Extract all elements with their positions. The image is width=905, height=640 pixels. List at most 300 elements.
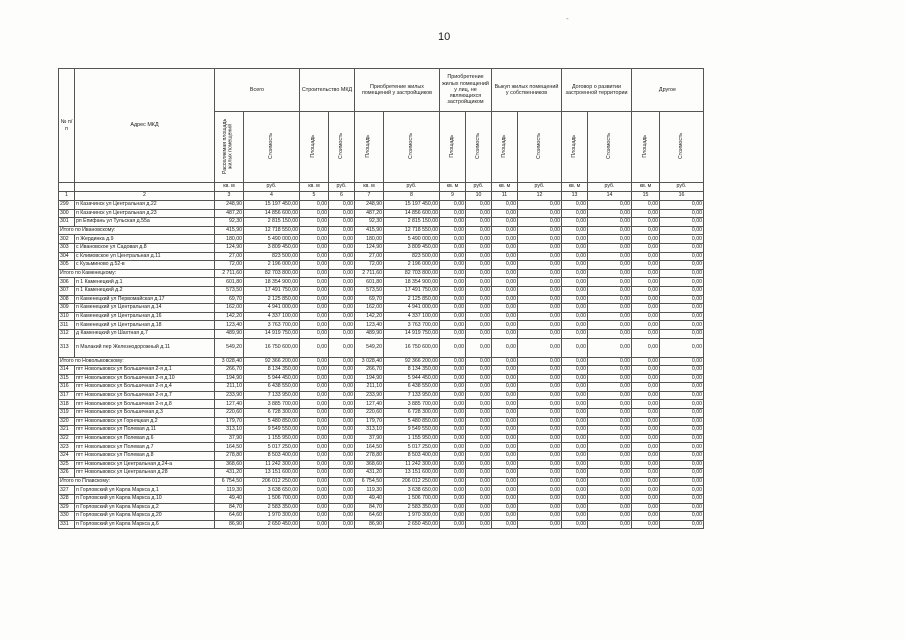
value-cell: 0,00 (466, 261, 492, 270)
row-number: 326 (59, 469, 75, 478)
value-cell: 0,00 (562, 286, 588, 295)
value-cell: 0,00 (562, 452, 588, 461)
table-row (59, 452, 704, 461)
value-cell: 0,00 (440, 321, 466, 330)
value-cell: 0,00 (440, 486, 466, 495)
header-group-territory: Договор о развитии застроенной территории (562, 69, 632, 112)
value-cell: 37,90 (215, 434, 244, 443)
value-cell: 0,00 (588, 426, 632, 435)
value-cell: 179,70 (355, 417, 384, 426)
value-cell: 8 503 400,00 (244, 452, 300, 461)
value-cell: 0,00 (329, 235, 355, 244)
value-cell: 9 549 550,00 (244, 426, 300, 435)
value-cell: 0,00 (632, 434, 660, 443)
column-number-cell: 2 (75, 192, 215, 201)
value-cell: 4 941 000,00 (384, 304, 440, 313)
header-row-units (59, 183, 704, 192)
address-cell: с Кузьминово д.52-в (75, 261, 215, 270)
value-cell: 0,00 (588, 469, 632, 478)
header-sub-label: Площадь (448, 134, 455, 158)
table-row (59, 383, 704, 392)
value-cell: 0,00 (518, 452, 562, 461)
header-sub-label: Площадь (500, 134, 507, 158)
value-cell: 487,20 (215, 209, 244, 218)
row-number: 311 (59, 321, 75, 330)
value-cell: 0,00 (562, 252, 588, 261)
value-cell: 0,00 (562, 201, 588, 210)
value-cell: 0,00 (329, 391, 355, 400)
header-group-other: Другое (632, 69, 704, 112)
value-cell: 0,00 (492, 460, 518, 469)
value-cell: 0,00 (329, 503, 355, 512)
value-cell: 0,00 (562, 460, 588, 469)
value-cell: 0,00 (518, 409, 562, 418)
value-cell: 0,00 (518, 329, 562, 338)
value-cell: 266,70 (215, 366, 244, 375)
value-cell: 16 750 600,00 (244, 338, 300, 357)
row-number: 303 (59, 243, 75, 252)
value-cell: 0,00 (300, 460, 329, 469)
header-sub-15 (632, 112, 660, 183)
value-cell: 0,00 (588, 286, 632, 295)
value-cell: 124,90 (215, 243, 244, 252)
value-cell: 0,00 (660, 495, 704, 504)
value-cell: 233,90 (215, 391, 244, 400)
table-row (59, 286, 704, 295)
value-cell: 0,00 (588, 477, 632, 486)
header-sub-label: Стоимость (407, 132, 414, 159)
value-cell: 0,00 (329, 278, 355, 287)
value-cell: 5 017 250,00 (384, 443, 440, 452)
unit-cell: руб. (588, 183, 632, 192)
value-cell: 0,00 (300, 243, 329, 252)
value-cell: 13 151 600,00 (244, 469, 300, 478)
value-cell: 0,00 (492, 383, 518, 392)
value-cell: 0,00 (492, 512, 518, 521)
address-cell: пгт Новольвовск ул Полевая д.7 (75, 443, 215, 452)
value-cell: 0,00 (632, 329, 660, 338)
header-group-non-developers: Приобретение жилых помещений у лиц, не являющихся застройщиком (440, 69, 492, 112)
value-cell: 0,00 (632, 278, 660, 287)
subtotal-row (59, 226, 704, 235)
value-cell: 1 506 700,00 (244, 495, 300, 504)
value-cell: 123,40 (215, 321, 244, 330)
subtotal-row (59, 477, 704, 486)
value-cell: 0,00 (518, 503, 562, 512)
value-cell: 0,00 (518, 252, 562, 261)
value-cell: 0,00 (562, 383, 588, 392)
value-cell: 0,00 (329, 383, 355, 392)
value-cell: 0,00 (632, 235, 660, 244)
value-cell: 0,00 (329, 218, 355, 227)
row-number: 307 (59, 286, 75, 295)
value-cell: 0,00 (329, 338, 355, 357)
value-cell: 368,60 (215, 460, 244, 469)
header-group-developers: Приобретение жилых помещений у застройщиков (355, 69, 440, 112)
value-cell: 92,30 (355, 218, 384, 227)
value-cell: 278,80 (355, 452, 384, 461)
row-number: 308 (59, 295, 75, 304)
value-cell: 82 703 800,00 (384, 269, 440, 278)
value-cell: 15 197 450,00 (384, 201, 440, 210)
value-cell: 0,00 (588, 312, 632, 321)
value-cell: 0,00 (518, 391, 562, 400)
value-cell: 0,00 (518, 338, 562, 357)
value-cell: 0,00 (632, 486, 660, 495)
value-cell: 266,70 (355, 366, 384, 375)
value-cell: 0,00 (632, 218, 660, 227)
value-cell: 0,00 (492, 357, 518, 366)
value-cell: 14 919 750,00 (244, 329, 300, 338)
value-cell: 0,00 (632, 209, 660, 218)
value-cell: 0,00 (518, 443, 562, 452)
header-sub-12 (518, 112, 562, 183)
value-cell: 0,00 (632, 338, 660, 357)
value-cell: 86,90 (355, 520, 384, 529)
value-cell: 0,00 (492, 295, 518, 304)
value-cell: 0,00 (588, 321, 632, 330)
value-cell: 0,00 (588, 243, 632, 252)
value-cell: 0,00 (466, 338, 492, 357)
value-cell: 0,00 (660, 243, 704, 252)
value-cell: 0,00 (492, 443, 518, 452)
value-cell: 12 718 550,00 (244, 226, 300, 235)
value-cell: 2 583 350,00 (244, 503, 300, 512)
value-cell: 2 650 450,00 (244, 520, 300, 529)
value-cell: 0,00 (329, 243, 355, 252)
header-sub-label: Стоимость (605, 132, 612, 159)
row-number: 318 (59, 400, 75, 409)
value-cell: 72,00 (215, 261, 244, 270)
value-cell: 1 970 300,00 (244, 512, 300, 521)
value-cell: 0,00 (329, 400, 355, 409)
table-row (59, 426, 704, 435)
value-cell: 72,00 (355, 261, 384, 270)
address-cell: п 1 Каменецкий д.1 (75, 278, 215, 287)
value-cell: 0,00 (562, 495, 588, 504)
value-cell: 0,00 (440, 261, 466, 270)
value-cell: 0,00 (660, 477, 704, 486)
header-row-groups (59, 69, 704, 112)
value-cell: 0,00 (518, 243, 562, 252)
value-cell: 0,00 (300, 503, 329, 512)
value-cell: 0,00 (466, 295, 492, 304)
address-cell: пгт Новольвовск ул Большичная 2-я д.1 (75, 366, 215, 375)
row-number: 309 (59, 304, 75, 313)
header-sub-5 (300, 112, 329, 183)
value-cell: 15 197 450,00 (244, 201, 300, 210)
row-number: 324 (59, 452, 75, 461)
value-cell: 0,00 (492, 495, 518, 504)
value-cell: 0,00 (492, 201, 518, 210)
address-cell: пгт Новольвовск ул Полевая д.6 (75, 434, 215, 443)
value-cell: 0,00 (562, 409, 588, 418)
value-cell: 14 919 750,00 (384, 329, 440, 338)
column-number-cell: 13 (562, 192, 588, 201)
value-cell: 0,00 (466, 391, 492, 400)
value-cell: 0,00 (466, 312, 492, 321)
value-cell: 0,00 (300, 252, 329, 261)
value-cell: 7 133 950,00 (244, 391, 300, 400)
value-cell: 0,00 (300, 366, 329, 375)
value-cell: 6 728 300,00 (244, 409, 300, 418)
column-number-cell: 1 (59, 192, 75, 201)
value-cell: 0,00 (440, 443, 466, 452)
value-cell: 0,00 (660, 520, 704, 529)
row-number: 304 (59, 252, 75, 261)
value-cell: 5 480 850,00 (244, 417, 300, 426)
value-cell: 0,00 (440, 278, 466, 287)
header-sub-8 (384, 112, 440, 183)
header-sub-16 (660, 112, 704, 183)
unit-cell: кв. м (632, 183, 660, 192)
value-cell: 0,00 (466, 278, 492, 287)
value-cell: 0,00 (562, 312, 588, 321)
value-cell: 2 711,60 (215, 269, 244, 278)
value-cell: 0,00 (518, 366, 562, 375)
value-cell: 0,00 (466, 512, 492, 521)
value-cell: 0,00 (588, 503, 632, 512)
address-cell: пгт Новольвовск ул Центральная д.28 (75, 469, 215, 478)
value-cell: 489,90 (355, 329, 384, 338)
subtotal-label: Итого по Плавскому: (59, 477, 215, 486)
value-cell: 0,00 (300, 409, 329, 418)
value-cell: 489,90 (215, 329, 244, 338)
value-cell: 142,20 (215, 312, 244, 321)
value-cell: 0,00 (300, 201, 329, 210)
value-cell: 0,00 (588, 460, 632, 469)
value-cell: 0,00 (492, 329, 518, 338)
value-cell: 0,00 (588, 295, 632, 304)
address-cell: п Жердинка д.9 (75, 235, 215, 244)
value-cell: 0,00 (562, 295, 588, 304)
header-group-construction: Строительство МКД (300, 69, 355, 112)
value-cell: 0,00 (329, 295, 355, 304)
value-cell: 0,00 (466, 452, 492, 461)
value-cell: 0,00 (562, 218, 588, 227)
value-cell: 0,00 (588, 201, 632, 210)
value-cell: 0,00 (466, 201, 492, 210)
value-cell: 0,00 (518, 374, 562, 383)
value-cell: 0,00 (300, 443, 329, 452)
value-cell: 0,00 (329, 460, 355, 469)
value-cell: 0,00 (300, 469, 329, 478)
value-cell: 0,00 (518, 417, 562, 426)
value-cell: 0,00 (300, 261, 329, 270)
value-cell: 0,00 (440, 201, 466, 210)
row-number: 329 (59, 503, 75, 512)
value-cell: 0,00 (632, 261, 660, 270)
value-cell: 0,00 (660, 286, 704, 295)
value-cell: 5 490 000,00 (244, 235, 300, 244)
value-cell: 0,00 (660, 269, 704, 278)
column-number-cell: 4 (244, 192, 300, 201)
value-cell: 0,00 (329, 252, 355, 261)
value-cell: 0,00 (660, 400, 704, 409)
value-cell: 0,00 (329, 452, 355, 461)
unit-cell: кв. м (355, 183, 384, 192)
value-cell: 278,80 (215, 452, 244, 461)
value-cell: 92 366 200,00 (384, 357, 440, 366)
value-cell: 0,00 (588, 374, 632, 383)
table-row (59, 520, 704, 529)
value-cell: 0,00 (518, 304, 562, 313)
table-row (59, 460, 704, 469)
value-cell: 3 885 700,00 (244, 400, 300, 409)
value-cell: 2 815 150,00 (244, 218, 300, 227)
value-cell: 431,20 (215, 469, 244, 478)
value-cell: 0,00 (440, 226, 466, 235)
value-cell: 0,00 (660, 417, 704, 426)
value-cell: 0,00 (518, 434, 562, 443)
column-number-cell: 8 (384, 192, 440, 201)
value-cell: 0,00 (492, 209, 518, 218)
value-cell: 0,00 (632, 400, 660, 409)
header-sub-6 (329, 112, 355, 183)
value-cell: 12 718 550,00 (384, 226, 440, 235)
value-cell: 127,40 (215, 400, 244, 409)
column-number-cell: 6 (329, 192, 355, 201)
header-sub-label: Стоимость (267, 132, 274, 159)
row-number: 328 (59, 495, 75, 504)
value-cell: 0,00 (466, 477, 492, 486)
value-cell: 0,00 (562, 426, 588, 435)
value-cell: 0,00 (300, 477, 329, 486)
table-row (59, 391, 704, 400)
value-cell: 6 754,50 (355, 477, 384, 486)
row-number: 312 (59, 329, 75, 338)
header-sub-label: Площадь (365, 134, 372, 158)
value-cell: 368,60 (355, 460, 384, 469)
value-cell: 823 500,00 (384, 252, 440, 261)
value-cell: 0,00 (440, 312, 466, 321)
subtotal-row (59, 357, 704, 366)
unit-cell: кв. м (300, 183, 329, 192)
value-cell: 13 151 600,00 (384, 469, 440, 478)
stray-mark: - (566, 14, 569, 23)
value-cell: 17 491 750,00 (384, 286, 440, 295)
value-cell: 0,00 (632, 304, 660, 313)
address-cell: п Каменецкий ул Центральная д.14 (75, 304, 215, 313)
value-cell: 0,00 (562, 374, 588, 383)
value-cell: 0,00 (329, 312, 355, 321)
row-number: 331 (59, 520, 75, 529)
value-cell: 64,60 (355, 512, 384, 521)
value-cell: 2 583 350,00 (384, 503, 440, 512)
value-cell: 0,00 (329, 304, 355, 313)
value-cell: 0,00 (562, 503, 588, 512)
value-cell: 0,00 (492, 338, 518, 357)
value-cell: 0,00 (588, 486, 632, 495)
value-cell: 0,00 (492, 417, 518, 426)
value-cell: 0,00 (632, 201, 660, 210)
value-cell: 0,00 (660, 383, 704, 392)
value-cell: 573,50 (215, 286, 244, 295)
value-cell: 0,00 (632, 426, 660, 435)
value-cell: 211,10 (355, 383, 384, 392)
value-cell: 0,00 (632, 252, 660, 261)
value-cell: 0,00 (329, 374, 355, 383)
value-cell: 0,00 (660, 452, 704, 461)
unit-cell: кв. м (215, 183, 244, 192)
value-cell: 0,00 (632, 374, 660, 383)
value-cell: 0,00 (440, 374, 466, 383)
value-cell: 0,00 (660, 235, 704, 244)
unit-cell: кв. м (562, 183, 588, 192)
table-row (59, 218, 704, 227)
value-cell: 0,00 (518, 269, 562, 278)
value-cell: 0,00 (588, 338, 632, 357)
value-cell: 0,00 (329, 261, 355, 270)
value-cell: 0,00 (329, 201, 355, 210)
value-cell: 0,00 (632, 443, 660, 452)
value-cell: 0,00 (329, 443, 355, 452)
value-cell: 0,00 (440, 400, 466, 409)
table-row (59, 495, 704, 504)
value-cell: 0,00 (300, 209, 329, 218)
value-cell: 248,90 (215, 201, 244, 210)
value-cell: 0,00 (562, 261, 588, 270)
value-cell: 0,00 (660, 321, 704, 330)
value-cell: 0,00 (492, 486, 518, 495)
value-cell: 0,00 (588, 452, 632, 461)
value-cell: 0,00 (660, 486, 704, 495)
value-cell: 18 354 900,00 (384, 278, 440, 287)
column-number-cell: 5 (300, 192, 329, 201)
row-number: 306 (59, 278, 75, 287)
value-cell: 0,00 (440, 495, 466, 504)
value-cell: 0,00 (588, 366, 632, 375)
value-cell: 14 856 600,00 (244, 209, 300, 218)
value-cell: 0,00 (632, 357, 660, 366)
table-row (59, 374, 704, 383)
value-cell: 0,00 (588, 226, 632, 235)
address-cell: п Казачинск ул Центральная д.22 (75, 201, 215, 210)
value-cell: 4 337 100,00 (384, 312, 440, 321)
value-cell: 0,00 (300, 235, 329, 244)
value-cell: 0,00 (492, 286, 518, 295)
value-cell: 7 133 950,00 (384, 391, 440, 400)
header-row-no: № п/п (59, 69, 75, 183)
value-cell: 0,00 (466, 304, 492, 313)
value-cell: 0,00 (300, 321, 329, 330)
value-cell: 0,00 (300, 269, 329, 278)
row-number: 316 (59, 383, 75, 392)
address-cell: п Горловский ул Карла Маркса д.1 (75, 486, 215, 495)
column-number-cell: 15 (632, 192, 660, 201)
value-cell: 0,00 (562, 235, 588, 244)
value-cell: 0,00 (440, 477, 466, 486)
value-cell: 0,00 (660, 295, 704, 304)
value-cell: 0,00 (466, 321, 492, 330)
value-cell: 0,00 (466, 409, 492, 418)
row-number: 317 (59, 391, 75, 400)
value-cell: 0,00 (440, 209, 466, 218)
unit-cell: руб. (384, 183, 440, 192)
value-cell: 164,50 (355, 443, 384, 452)
value-cell: 0,00 (562, 520, 588, 529)
value-cell: 823 500,00 (244, 252, 300, 261)
value-cell: 0,00 (300, 357, 329, 366)
row-number: 302 (59, 235, 75, 244)
value-cell: 0,00 (440, 366, 466, 375)
value-cell: 0,00 (588, 278, 632, 287)
value-cell: 0,00 (518, 477, 562, 486)
header-group-total: Всего (215, 69, 300, 112)
value-cell: 233,90 (355, 391, 384, 400)
value-cell: 0,00 (492, 218, 518, 227)
value-cell: 82 703 800,00 (244, 269, 300, 278)
